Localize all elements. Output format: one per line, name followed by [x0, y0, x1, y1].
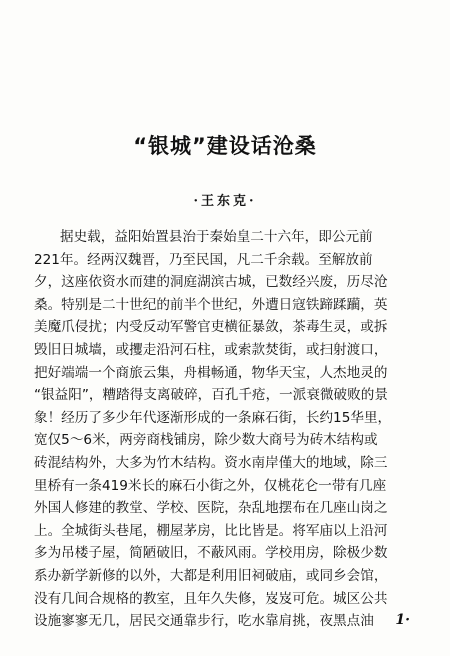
paragraph-line: 多为吊楼子屋，简陋破旧，不蔽风雨。学校用房，除极少数	[34, 545, 388, 562]
article-body	[34, 226, 414, 633]
paragraph-line: 上。全城街头巷尾，棚屋茅房，比比皆是。将军庙以上沿河	[34, 522, 388, 539]
paragraph-line: 系办新学新修的以外，大都是利用旧祠破庙，或同乡会馆，	[34, 567, 388, 584]
paragraph-line: 毁旧日城墙，或攫走沿河石柱，或索款焚街，或扫射渡口，	[34, 341, 388, 358]
paragraph-line: 里桥有一条419米长的麻石小街之外，仅桃花仑一带有几座	[34, 477, 387, 494]
paragraph-line: 桑。特别是二十世纪的前半个世纪，外遭日寇铁蹄蹂躏，英	[34, 296, 388, 313]
article-title: “银城”建设话沧桑	[133, 134, 317, 158]
paragraph-line: 设施寥寥无几，居民交通靠步行，吃水靠肩挑，夜黑点油	[34, 613, 374, 630]
paragraph-line: “银益阳”，糟踏得支离破碎，百孔千疮，一派衰微破败的景	[34, 387, 388, 404]
paragraph-line: 宽仅5～6米，两旁商栈铺房，除少数大商号为砖木结构或	[34, 432, 378, 449]
paragraph-line: 把好端端一个商旅云集，舟楫畅通，物华天宝，人杰地灵的	[34, 364, 388, 381]
paragraph-line: 据史载，益阳始置县治于秦始皇二十六年，即公元前	[60, 229, 373, 245]
author-byline: ·王东克·	[193, 194, 257, 209]
paragraph-line: 象！经历了多少年代逐渐形成的一条麻石街，长约15华里，	[34, 409, 392, 426]
paragraph-line: 外国人修建的教堂、学校、医院，杂乱地摆布在几座山岗之	[34, 500, 388, 517]
paragraph-line: 没有几间合规格的教室，且年久失修，岌岌可危。城区公共	[34, 590, 388, 607]
paragraph-line: 美魔爪侵扰；内受反动军警官吏横征暴敛，茶毒生灵，或拆	[34, 319, 388, 336]
page-number: 1·	[395, 612, 410, 628]
paragraph-line: 221年。经两汉魏晋，乃至民国，凡二千余载。至解放前	[34, 251, 373, 268]
paragraph-line: 夕，这座依资水而建的洞庭湖滨古城，已数经兴废，历尽沧	[34, 274, 388, 291]
paragraph-line: 砖混结构外，大多为竹木结构。资水南岸僅大的地域，除三	[34, 454, 388, 471]
